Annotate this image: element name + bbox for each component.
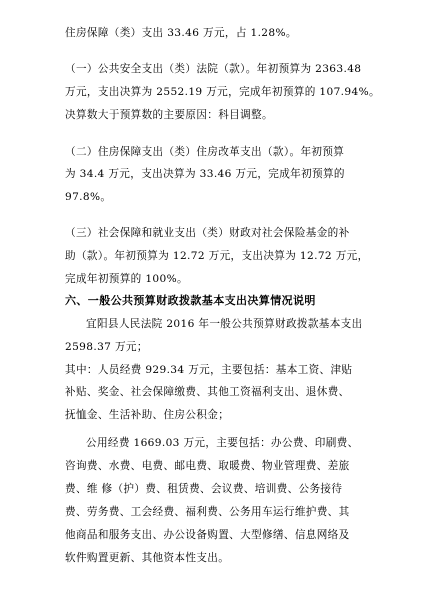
body-line-3: 其中：人员经费 929.34 万元，主要包括：基本工资、津贴 <box>65 364 353 376</box>
body-line-4: 补贴、奖金、社会保障缴费、其他工资福利支出、退休费、 <box>65 386 350 398</box>
section-heading: 六、一般公共预算财政拨款基本支出决算情况说明 <box>65 294 316 307</box>
text-line-7: 97.8%。 <box>65 191 112 203</box>
text-line-9: 助（款）。年初预算为 12.72 万元，支出决算为 12.72 万元， <box>65 250 369 262</box>
text-line-3: 万元，支出决算为 2552.19 万元，完成年初预算的 107.94%。 <box>65 86 380 98</box>
text-line-8: （三）社会保障和就业支出（类）财政对社会保险基金的补 <box>65 227 350 239</box>
body-line-9: 费、劳务费、工会经费、福利费、公务用车运行维护费、其 <box>65 506 350 518</box>
body-line-5: 抚恤金、生活补助、住房公积金； <box>65 409 230 421</box>
text-line-10: 完成年初预算的 100%。 <box>65 273 188 285</box>
body-line-2: 2598.37 万元； <box>65 341 148 353</box>
body-line-8: 费、维 修（护）费、租赁费、会议费、培训费、公务接待 <box>65 483 343 495</box>
text-line-1: 住房保障（类）支出 33.46 万元，占 1.28%。 <box>65 27 297 39</box>
text-line-4: 决算数大于预算数的主要原因：科目调整。 <box>65 109 273 121</box>
body-line-1: 宜阳县人民法院 2016 年一般公共预算财政拨款基本支出 <box>86 318 363 330</box>
text-line-2: （一）公共安全支出（类）法院（款）。年初预算为 2363.48 <box>65 63 362 75</box>
body-line-10: 他商品和服务支出、办公设备购置、大型修缮、信息网络及 <box>65 529 350 541</box>
text-line-5: （二）住房保障支出（类）住房改革支出（款）。年初预算 <box>65 146 345 158</box>
body-line-11: 软件购置更新、其他资本性支出。 <box>65 552 230 564</box>
body-line-6: 公用经费 1669.03 万元，主要包括：办公费、印刷费、 <box>86 437 359 449</box>
text-line-6: 为 34.4 万元，支出决算为 33.46 万元，完成年初预算的 <box>65 168 345 180</box>
body-line-7: 咨询费、水费、电费、邮电费、取暖费、物业管理费、差旅 <box>65 460 350 472</box>
